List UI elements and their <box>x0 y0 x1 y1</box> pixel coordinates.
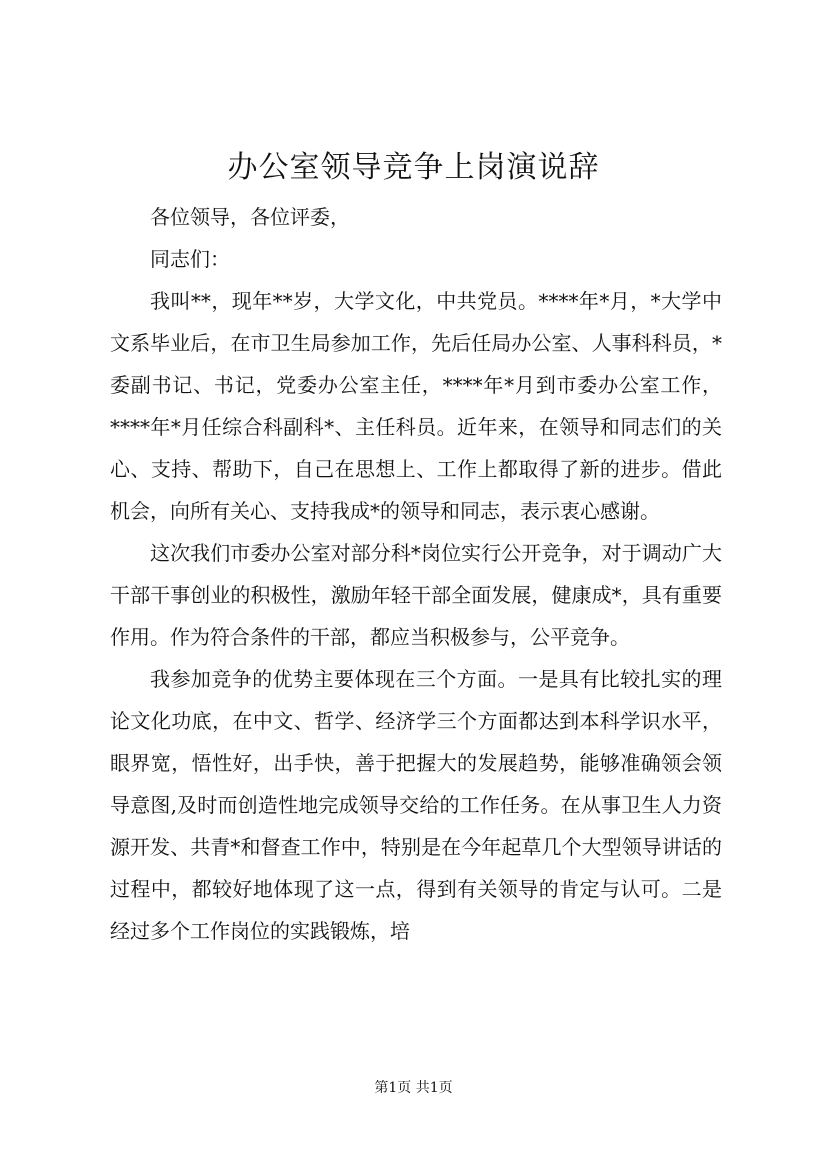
document-title: 办公室领导竞争上岗演说辞 <box>227 150 600 185</box>
page-footer: 第1页 共1页 <box>374 1080 453 1096</box>
paragraph-advantages: 我参加竞争的优势主要体现在三个方面。一是具有比较扎实的理论文化功底，在中文、哲学、经济学三个方面都达到本科学识水平，眼界宽，悟性好，出手快，善于把握大的发展趋势，能够准确领会领导意图,及时而创造性地完成领导交给的工作任务。在从事卫生人力资源开发、共青*和督查工作中，特别是在今年起草几个大型领导讲话的过程中，都较好地体现了这一点，得到有关领导的肯定与认可。二是经过多个工作岗位的实践锻炼，培 <box>110 667 722 943</box>
salutation-line-2: 同志们： <box>150 247 230 271</box>
document-body <box>110 196 722 952</box>
paragraph-introduction: 我叫**，现年**岁，大学文化，中共党员。****年*月，*大学中文系毕业后，在市卫生局参加工作，先后任局办公室、人事科科员，*委副书记、书记，党委办公室主任，****年*月到市委办公室工作，****年*月任综合科副科*、主任科员。近年来，在领导和同志们的关心、支持、帮助下，自己在思想上、工作上都取得了新的进步。借此机会，向所有关心、支持我成*的领导和同志，表示衷心感谢。 <box>110 289 722 523</box>
salutation-line-1: 各位领导，各位评委， <box>150 205 350 229</box>
paragraph-competition: 这次我们市委办公室对部分科*岗位实行公开竞争，对于调动广大干部干事创业的积极性，激励年轻干部全面发展，健康成*，具有重要作用。作为符合条件的干部，都应当积极参与，公平竞争。 <box>110 541 722 649</box>
